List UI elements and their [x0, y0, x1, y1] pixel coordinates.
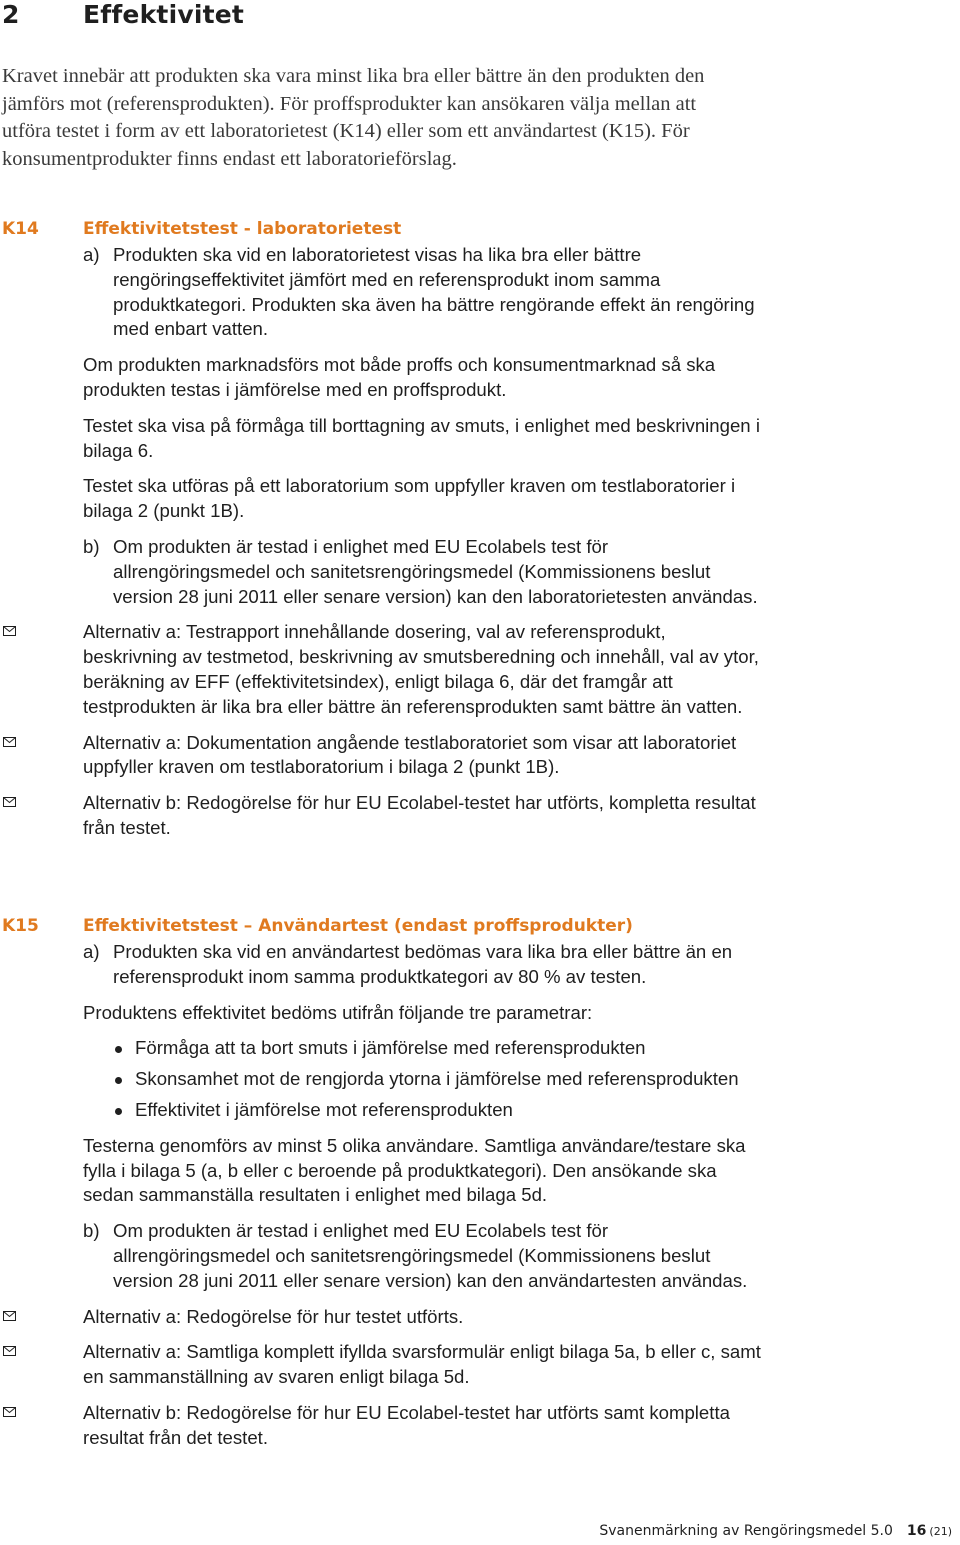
envelope-icon	[3, 797, 16, 807]
k14-b-text: Om produkten är testad i enlighet med EU Ecolabels test för allrengöringsmedel och sanitetsrengöringsmedel (Kommissionens beslut version 28 juni 2011 eller senare version) kan den laboratorietesten användas.	[113, 535, 758, 607]
k15-evidence-3	[83, 1401, 763, 1451]
k14-item-b	[83, 535, 763, 609]
footer-page-number: 16	[906, 1523, 927, 1539]
k14-evidence-3-text: Alternativ b: Redogörelse för hur EU Ecolabel-testet har utförts, kompletta resultat från testet.	[83, 792, 756, 838]
k15-testers-paragraph: Testerna genomförs av minst 5 olika användare. Samtliga användare/testare ska fylla i bilaga 5 (a, b eller c beroende på produktkategori). Den ansökande ska sedan sammanställa resultaten i enlighet med bilaga 5d.	[83, 1134, 746, 1206]
k14-evidence-2-text: Alternativ a: Dokumentation angående testlaboratoriet som visar att laboratoriet uppfyller kraven om testlaboratorium i bilaga 2 (punkt 1B).	[83, 731, 737, 778]
k14-title: Effektivitetstest - laboratorietest	[83, 219, 402, 239]
envelope-icon	[3, 1346, 16, 1356]
envelope-icon	[3, 1407, 16, 1417]
list-item: Förmåga att ta bort smuts i jämförelse med referensprodukten	[113, 1036, 763, 1061]
k14-evidence-1	[83, 620, 763, 719]
intro-text: Kravet innebär att produkten ska vara minst lika bra eller bättre än den produkten den jämförs mot (referensprodukten). För proffsprodukter kan ansökaren välja mellan att utföra testet i form av ett laboratorietest (K14) eller som ett användartest (K15). För konsumentprodukter finns endast ett laboratorieförslag.	[2, 65, 705, 170]
k14-paragraph-3: Testet ska utföras på ett laboratorium som uppfyller kraven om testlaboratorier i bilaga 2 (punkt 1B).	[83, 475, 736, 522]
k14-paragraph-1: Om produkten marknadsförs mot både proffs och konsumentmarknad så ska produkten testas i jämförelse med en proffsprodukt.	[83, 354, 716, 400]
k15-item-b	[83, 1219, 763, 1293]
k15-evidence-2	[83, 1340, 763, 1390]
k15-a-marker: a)	[83, 941, 100, 962]
k15-evidence-1	[83, 1305, 763, 1330]
list-item: Effektivitet i jämförelse mot referensprodukten	[113, 1098, 763, 1123]
k14-evidence-2	[83, 731, 763, 781]
footer-page-total: (21)	[929, 1525, 952, 1538]
k14-evidence-1-text: Alternativ a: Testrapport innehållande dosering, val av referensprodukt, beskrivning av testmetod, beskrivning av smutsberedning och innehåll, val av ytor, beräkning av EFF (effektivitetsindex), enligt bilaga 6, där det framgår att testprodukten är lika bra eller bättre än referensprodukten samt bättre än vatten.	[83, 621, 759, 717]
envelope-icon	[3, 737, 16, 747]
k14-a-text: Produkten ska vid en laboratorietest visas ha lika bra eller bättre rengöringseffektivitet jämfört med en referensprodukt inom samma produktkategori. Produkten ska även ha bättre rengörande effekt än rengöring med enbart vatten.	[113, 244, 755, 340]
k14-label: K14	[2, 219, 39, 239]
section-title: Effektivitet	[83, 0, 245, 29]
k15-b-text: Om produkten är testad i enlighet med EU Ecolabels test för allrengöringsmedel och sanitetsrengöringsmedel (Kommissionens beslut version 28 juni 2011 eller senare version) kan den användartesten användas.	[113, 1220, 748, 1291]
envelope-icon	[3, 1311, 16, 1321]
intro-paragraph	[2, 63, 747, 173]
list-item: Skonsamhet mot de rengjorda ytorna i jämförelse med referensprodukten	[113, 1067, 763, 1092]
k14-item-a	[83, 243, 763, 342]
k15-evidence-2-text: Alternativ a: Samtliga komplett ifyllda svarsformulär enligt bilaga 5a, b eller c, samt en sammanställning av svaren enligt bilaga 5d.	[83, 1341, 761, 1388]
k15-a-text: Produkten ska vid en användartest bedömas vara lika bra eller bättre än en referensprodukt inom samma produktkategori av 80 % av testen.	[113, 941, 733, 987]
k15-evidence-3-text: Alternativ b: Redogörelse för hur EU Ecolabel-testet har utförts samt kompletta resultat från det testet.	[83, 1401, 730, 1448]
k14-b-marker: b)	[83, 535, 100, 557]
k15-requirement	[83, 914, 763, 1462]
k15-b-marker: b)	[83, 1220, 100, 1242]
page-footer	[599, 1523, 952, 1539]
k14-evidence-3	[83, 791, 763, 841]
section-number: 2	[2, 0, 20, 29]
envelope-icon	[3, 626, 16, 636]
k15-title: Effektivitetstest – Användartest (endast proffsprodukter)	[83, 916, 633, 936]
page-title	[0, 0, 960, 30]
k15-item-a	[83, 940, 763, 990]
k14-paragraph-2: Testet ska visa på förmåga till borttagning av smuts, i enlighet med beskrivningen i bilaga 6.	[83, 414, 760, 461]
k14-a-marker: a)	[83, 244, 100, 265]
k14-requirement	[83, 217, 763, 852]
footer-document-name: Svanenmärkning av Rengöringsmedel 5.0	[599, 1523, 893, 1539]
k15-evidence-1-text: Alternativ a: Redogörelse för hur testet utförts.	[83, 1305, 464, 1327]
k15-parameter-list	[113, 1036, 763, 1122]
k15-label: K15	[2, 916, 39, 936]
k15-params-intro: Produktens effektivitet bedöms utifrån följande tre parametrar:	[83, 1001, 593, 1023]
